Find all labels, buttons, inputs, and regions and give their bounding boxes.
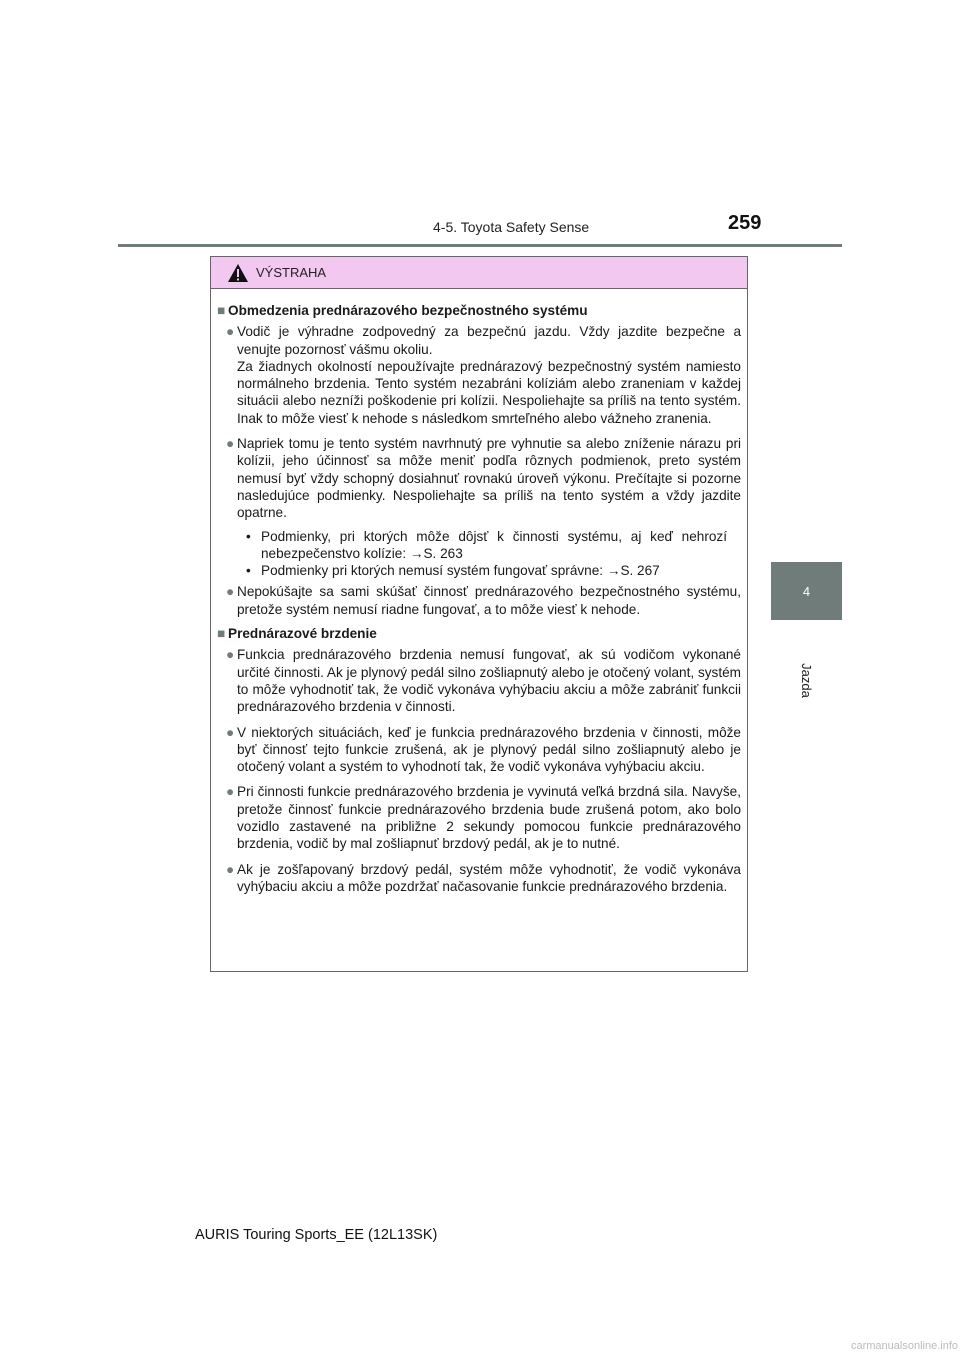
circle-bullet-icon: ● [226,324,235,340]
list-item: ● Vodič je výhradne zodpovedný za bezpečnú jazdu. Vždy jazdite bezpečne a venujte pozornosť vášmu okoliu. Za žiadnych okolností nepoužívajte prednárazový bezpečnostný systém namiesto normálneho brzdenia. Tento systém nezabráni kolíziám alebo zraneniam v každej situácii alebo nezníži poškodenie pri kolízii. Nespoliehajte sa príliš na tento systém. Inak to môže viesť k nehode s následkom smrteľného alebo vážneho zranenia. [217,323,741,427]
square-bullet-icon: ■ [217,626,226,642]
circle-bullet-icon: ● [226,647,235,663]
circle-bullet-icon: ● [226,724,235,740]
warning-title: VÝSTRAHA [256,265,327,280]
circle-bullet-icon: ● [226,436,235,452]
warning-header [211,257,747,289]
header-rule [118,244,842,247]
chapter-tab [771,562,842,620]
section-heading-precollision-braking: ■ Prednárazové brzdenie [217,626,377,642]
footer-model-text: AURIS Touring Sports_EE (12L13SK) [195,1227,438,1243]
list-item: ● V niektorých situáciách, keď je funkcia prednárazového brzdenia v činnosti, môže byť činnosť tejto funkcie zrušená, ak je plynový pedál silno zošliapnutý alebo je otočený volant a systém to vyhodnotí tak, že vodič vykonáva vyhýbaciu akciu. [217,724,741,776]
circle-bullet-icon: ● [226,861,235,877]
circle-bullet-icon: ● [226,584,235,600]
sub-bullet-icon: • [246,563,251,579]
list-item: ● Nepokúšajte sa sami skúšať činnosť prednárazového bezpečnostného systému, pretože systém nemusí riadne fungovať, a to môže viesť k nehode. [217,583,741,618]
chapter-label: Jazda [798,662,814,698]
section-title: 4-5. Toyota Safety Sense [433,219,590,235]
sub-list-item: • Podmienky pri ktorých nemusí systém fungovať správne: →S. 267 [246,563,660,579]
section-heading-limits: ■ Obmedzenia prednárazového bezpečnostného systému [217,303,588,318]
sub-list-item: • Podmienky, pri ktorých môže dôjsť k činnosti systému, aj keď nehrozí nebezpečenstvo kolízie: →S. 263 [246,528,727,561]
chapter-label-wrapper [784,650,829,710]
square-bullet-icon: ■ [217,303,226,318]
chapter-number: 4 [802,583,811,599]
page-number: 259 [728,212,762,234]
watermark: carmanualsonline.info [850,1340,958,1352]
list-item: ● Napriek tomu je tento systém navrhnutý pre vyhnutie sa alebo zníženie nárazu pri kolízii, jeho účinnosť sa môže meniť podľa rôznych podmienok, preto systém nemusí byť vždy schopný dosiahnuť rovnakú úroveň výkonu. Prečítajte si pozorne nasledujúce podmienky. Nespoliehajte sa príliš na tento systém a vždy jazdite opatrne. [217,435,741,521]
warning-triangle-icon [227,263,249,283]
list-item: ● Pri činnosti funkcie prednárazového brzdenia je vyvinutá veľká brzdná sila. Navyše, pretože činnosť funkcie prednárazového brzdenia bude zrušená potom, ako bolo vozidlo zastavené na približne 2 sekundy pomocou funkcie prednárazového brzdenia, vodič by mal zošliapnuť brzdový pedál, ak je to nutné. [217,783,741,852]
list-item: ● Ak je zošľapovaný brzdový pedál, systém môže vyhodnotiť, že vodič vykonáva vyhýbaciu akciu a môže pozdržať načasovanie funkcie prednárazového brzdenia. [217,861,741,896]
warning-box [210,256,748,972]
list-item: ● Funkcia prednárazového brzdenia nemusí fungovať, ak sú vodičom vykonané určité činnosti. Ak je plynový pedál silno zošliapnutý alebo je otočený volant, systém to môže vyhodnotiť tak, že vodič vykonáva vyhýbaciu akciu a môže zabrániť funkcii prednárazového brzdenia v činnosti. [217,646,741,715]
circle-bullet-icon: ● [226,784,235,800]
warning-body [211,289,747,895]
sub-bullet-icon: • [246,528,251,544]
